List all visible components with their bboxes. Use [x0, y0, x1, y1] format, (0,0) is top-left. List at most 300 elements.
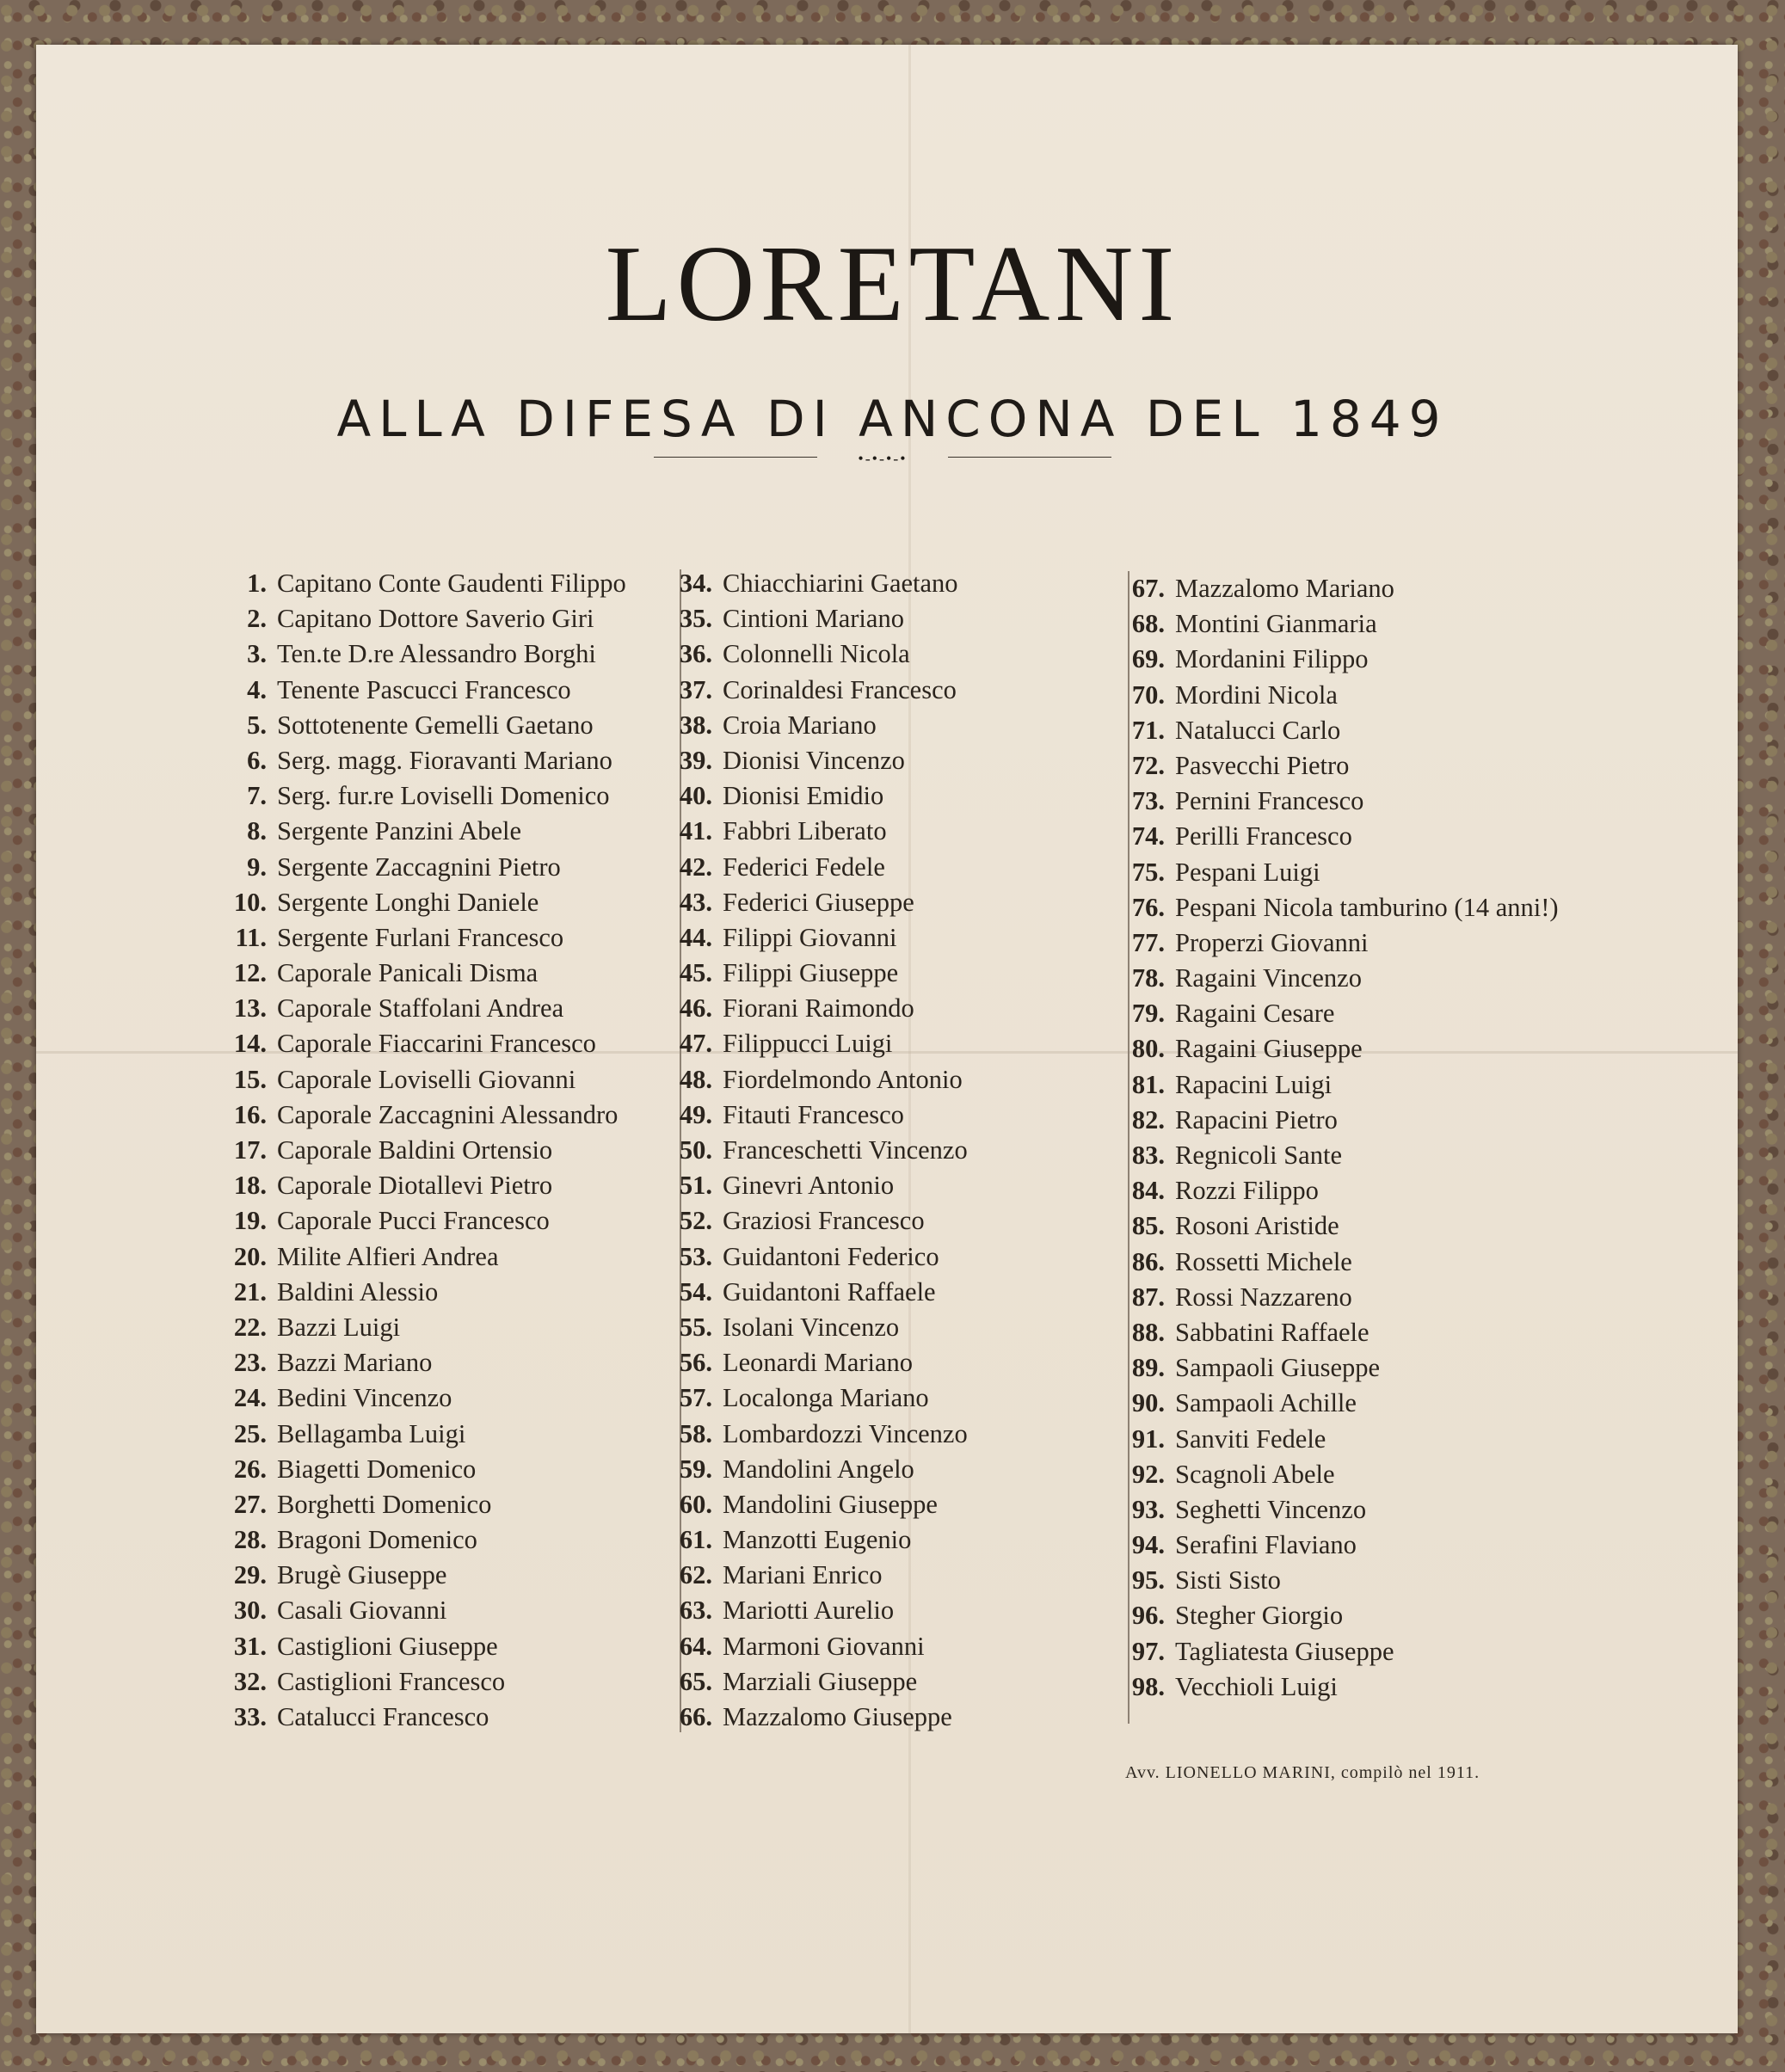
entry-name: Brugè Giuseppe: [277, 1560, 447, 1590]
list-item: [1115, 1103, 1579, 1138]
entry-name: Rapacini Pietro: [1175, 1104, 1338, 1134]
list-item: [212, 1522, 673, 1558]
entry-name: Tagliatesta Giuseppe: [1175, 1636, 1394, 1666]
list-item: [662, 814, 1093, 849]
entry-number: 19.: [233, 1206, 267, 1236]
entry-number: 40.: [679, 781, 712, 811]
list-item: [212, 1629, 673, 1664]
entry-name: Borghetti Domenico: [277, 1489, 492, 1519]
entry-name: Filippucci Luigi: [723, 1029, 893, 1059]
entry-number: 52.: [679, 1206, 712, 1236]
entry-name: Franceschetti Vincenzo: [723, 1135, 968, 1165]
entry-number: 90.: [1131, 1388, 1165, 1418]
entry-name: Capitano Dottore Saverio Giri: [277, 604, 594, 634]
list-item: [1115, 1350, 1579, 1386]
list-item: [1115, 1563, 1579, 1598]
list-item: [1115, 996, 1579, 1031]
list-item: [212, 1275, 673, 1310]
entry-name: Mordini Nicola: [1175, 679, 1338, 710]
entry-name: Colonnelli Nicola: [723, 639, 910, 669]
entry-number: 58.: [679, 1418, 712, 1448]
list-item: [662, 708, 1093, 743]
entry-number: 63.: [679, 1596, 712, 1626]
entry-name: Natalucci Carlo: [1175, 715, 1341, 745]
list-item: [1115, 1067, 1579, 1103]
entry-number: 35.: [679, 604, 712, 634]
list-item: [212, 1593, 673, 1628]
entry-number: 33.: [233, 1702, 267, 1731]
list-item: [662, 1026, 1093, 1061]
entry-number: 60.: [679, 1489, 712, 1519]
entry-number: 1.: [247, 569, 267, 598]
entry-number: 6.: [247, 745, 267, 775]
entry-number: 67.: [1131, 574, 1165, 603]
list-item: [1115, 1280, 1579, 1315]
entry-number: 29.: [233, 1560, 267, 1590]
entry-number: 48.: [679, 1064, 712, 1094]
page-title: LORETANI: [605, 224, 1180, 344]
entry-number: 18.: [233, 1171, 267, 1201]
list-item: [212, 1417, 673, 1452]
entry-name: Caporale Panicali Disma: [277, 958, 539, 988]
entry-name: Fiordelmondo Antonio: [723, 1064, 963, 1094]
entry-name: Rozzi Filippo: [1175, 1176, 1319, 1206]
list-item: [212, 566, 673, 601]
entry-name: Pernini Francesco: [1175, 786, 1364, 816]
entry-name: Milite Alfieri Andrea: [277, 1241, 499, 1271]
entry-number: 59.: [679, 1454, 712, 1484]
list-item: [1115, 1492, 1579, 1528]
entry-name: Catalucci Francesco: [277, 1702, 489, 1731]
list-item: [662, 991, 1093, 1026]
entry-name: Dionisi Emidio: [723, 781, 884, 811]
list-item: [662, 1310, 1093, 1345]
entry-number: 88.: [1131, 1317, 1165, 1347]
list-item: [1115, 1598, 1579, 1633]
entry-number: 78.: [1131, 963, 1165, 993]
entry-name: Fabbri Liberato: [723, 816, 887, 846]
entry-name: Croia Mariano: [723, 710, 877, 740]
names-column-3: [1115, 571, 1579, 1705]
entry-name: Montini Gianmaria: [1175, 609, 1377, 639]
ornament-dots: •-•-•-•: [858, 450, 908, 467]
list-item: [1115, 1173, 1579, 1208]
list-item: [662, 636, 1093, 672]
entry-name: Dionisi Vincenzo: [723, 745, 905, 775]
list-item: [662, 885, 1093, 920]
list-item: [212, 1310, 673, 1345]
entry-name: Rossetti Michele: [1175, 1246, 1352, 1276]
entry-number: 15.: [233, 1064, 267, 1094]
entry-number: 76.: [1131, 892, 1165, 922]
entry-number: 62.: [679, 1560, 712, 1590]
entry-name: Federici Fedele: [723, 852, 885, 882]
entry-name: Ragaini Vincenzo: [1175, 963, 1362, 993]
entry-name: Lombardozzi Vincenzo: [723, 1418, 968, 1448]
entry-name: Bedini Vincenzo: [277, 1383, 452, 1413]
entry-name: Bragoni Domenico: [277, 1525, 477, 1555]
list-item: [662, 1133, 1093, 1168]
entry-number: 95.: [1131, 1565, 1165, 1596]
entry-number: 98.: [1131, 1671, 1165, 1701]
list-item: [662, 1239, 1093, 1275]
entry-name: Marmoni Giovanni: [723, 1631, 925, 1661]
entry-number: 80.: [1131, 1034, 1165, 1064]
divider-line-left: [654, 457, 817, 458]
entry-number: 3.: [247, 639, 267, 669]
entry-name: Rosoni Aristide: [1175, 1211, 1339, 1241]
entry-name: Pespani Luigi: [1175, 857, 1320, 887]
entry-name: Bazzi Luigi: [277, 1312, 401, 1342]
entry-name: Sabbatini Raffaele: [1175, 1317, 1370, 1347]
entry-name: Graziosi Francesco: [723, 1206, 925, 1236]
entry-name: Baldini Alessio: [277, 1276, 439, 1307]
entry-name: Sampaoli Achille: [1175, 1388, 1357, 1418]
compiler-credit: Avv. LIONELLO MARINI, compilò nel 1911.: [1125, 1763, 1480, 1782]
entry-number: 34.: [679, 569, 712, 598]
entry-number: 28.: [233, 1525, 267, 1555]
list-item: [212, 1062, 673, 1097]
entry-number: 72.: [1131, 750, 1165, 780]
entry-number: 7.: [247, 781, 267, 811]
entry-name: Caporale Diotallevi Pietro: [277, 1171, 553, 1201]
entry-name: Isolani Vincenzo: [723, 1312, 900, 1342]
entry-number: 81.: [1131, 1069, 1165, 1099]
list-item: [1115, 1528, 1579, 1563]
entry-number: 20.: [233, 1241, 267, 1271]
entry-number: 30.: [233, 1596, 267, 1626]
entry-number: 26.: [233, 1454, 267, 1484]
entry-number: 23.: [233, 1348, 267, 1378]
entry-number: 83.: [1131, 1141, 1165, 1170]
entry-number: 51.: [679, 1171, 712, 1201]
entry-name: Bazzi Mariano: [277, 1348, 433, 1378]
entry-number: 42.: [679, 852, 712, 882]
list-item: [662, 1558, 1093, 1593]
entry-name: Properzi Giovanni: [1175, 927, 1369, 957]
entry-number: 8.: [247, 816, 267, 846]
entry-name: Caporale Zaccagnini Alessandro: [277, 1099, 619, 1129]
list-item: [212, 1345, 673, 1380]
entry-name: Localonga Mariano: [723, 1383, 929, 1413]
list-item: [662, 1487, 1093, 1522]
entry-name: Sergente Zaccagnini Pietro: [277, 852, 561, 882]
entry-number: 46.: [679, 993, 712, 1024]
entry-number: 79.: [1131, 999, 1165, 1029]
list-item: [1115, 678, 1579, 713]
entry-number: 12.: [233, 958, 267, 988]
entry-number: 2.: [247, 604, 267, 634]
entry-number: 27.: [233, 1489, 267, 1519]
entry-number: 55.: [679, 1312, 712, 1342]
entry-number: 54.: [679, 1276, 712, 1307]
entry-number: 41.: [679, 816, 712, 846]
list-item: [1115, 890, 1579, 925]
entry-number: 32.: [233, 1666, 267, 1696]
entry-name: Guidantoni Raffaele: [723, 1276, 936, 1307]
entry-number: 94.: [1131, 1530, 1165, 1560]
entry-number: 84.: [1131, 1176, 1165, 1206]
entry-name: Sampaoli Giuseppe: [1175, 1353, 1381, 1383]
list-item: [662, 1522, 1093, 1558]
entry-name: Rossi Nazzareno: [1175, 1282, 1352, 1312]
entry-name: Filippi Giovanni: [723, 922, 897, 952]
entry-name: Vecchioli Luigi: [1175, 1671, 1338, 1701]
entry-number: 39.: [679, 745, 712, 775]
entry-number: 66.: [679, 1702, 712, 1731]
entry-name: Fiorani Raimondo: [723, 993, 914, 1024]
list-item: [662, 673, 1093, 708]
entry-number: 43.: [679, 887, 712, 917]
entry-name: Mandolini Angelo: [723, 1454, 914, 1484]
list-item: [662, 1593, 1093, 1628]
list-item: [1115, 1031, 1579, 1067]
list-item: [1115, 1386, 1579, 1421]
entry-number: 25.: [233, 1418, 267, 1448]
entry-name: Serafini Flaviano: [1175, 1530, 1357, 1560]
entry-name: Stegher Giorgio: [1175, 1601, 1344, 1631]
entry-name: Corinaldesi Francesco: [723, 674, 957, 704]
entry-name: Mazzalomo Giuseppe: [723, 1702, 952, 1731]
list-item: [662, 601, 1093, 636]
list-item: [1115, 571, 1579, 606]
entry-name: Caporale Pucci Francesco: [277, 1206, 550, 1236]
list-item: [212, 1664, 673, 1700]
entry-name: Castiglioni Francesco: [277, 1666, 506, 1696]
entry-name: Seghetti Vincenzo: [1175, 1494, 1367, 1524]
list-item: [1115, 1245, 1579, 1280]
entry-number: 31.: [233, 1631, 267, 1661]
list-item: [662, 1275, 1093, 1310]
entry-name: Mordanini Filippo: [1175, 644, 1369, 674]
list-item: [212, 1487, 673, 1522]
entry-name: Sergente Longhi Daniele: [277, 887, 539, 917]
list-item: [662, 1700, 1093, 1735]
entry-number: 73.: [1131, 786, 1165, 816]
list-item: [662, 1168, 1093, 1203]
entry-number: 65.: [679, 1666, 712, 1696]
names-column-1: [212, 566, 673, 1735]
entry-name: Tenente Pascucci Francesco: [277, 674, 571, 704]
divider-line-right: [948, 457, 1111, 458]
list-item: [212, 991, 673, 1026]
list-item: [662, 1629, 1093, 1664]
list-item: [212, 1168, 673, 1203]
list-item: [1115, 606, 1579, 642]
entry-number: 16.: [233, 1099, 267, 1129]
list-item: [212, 1558, 673, 1593]
entry-name: Sergente Furlani Francesco: [277, 922, 564, 952]
entry-number: 75.: [1131, 857, 1165, 887]
entry-name: Fitauti Francesco: [723, 1099, 904, 1129]
entry-name: Serg. fur.re Loviselli Domenico: [277, 781, 610, 811]
entry-number: 85.: [1131, 1211, 1165, 1241]
list-item: [212, 601, 673, 636]
list-item: [662, 1062, 1093, 1097]
list-item: [212, 920, 673, 956]
entry-name: Guidantoni Federico: [723, 1241, 939, 1271]
list-item: [1115, 748, 1579, 784]
entry-name: Sisti Sisto: [1175, 1565, 1281, 1596]
entry-name: Ragaini Giuseppe: [1175, 1034, 1363, 1064]
entry-number: 22.: [233, 1312, 267, 1342]
entry-number: 82.: [1131, 1104, 1165, 1134]
entry-name: Perilli Francesco: [1175, 821, 1352, 852]
entry-name: Mariani Enrico: [723, 1560, 883, 1590]
entry-number: 53.: [679, 1241, 712, 1271]
entry-number: 71.: [1131, 715, 1165, 745]
entry-number: 50.: [679, 1135, 712, 1165]
entry-name: Caporale Fiaccarini Francesco: [277, 1029, 596, 1059]
entry-number: 10.: [233, 887, 267, 917]
list-item: [1115, 925, 1579, 961]
entry-name: Pasvecchi Pietro: [1175, 750, 1350, 780]
entry-name: Mandolini Giuseppe: [723, 1489, 938, 1519]
list-item: [212, 956, 673, 991]
entry-number: 13.: [233, 993, 267, 1024]
list-item: [212, 1452, 673, 1487]
list-item: [212, 1700, 673, 1735]
entry-name: Cintioni Mariano: [723, 604, 904, 634]
entry-name: Scagnoli Abele: [1175, 1459, 1335, 1489]
entry-number: 86.: [1131, 1246, 1165, 1276]
entry-name: Caporale Loviselli Giovanni: [277, 1064, 576, 1094]
entry-name: Manzotti Eugenio: [723, 1525, 912, 1555]
entry-name: Rapacini Luigi: [1175, 1069, 1333, 1099]
entry-name: Castiglioni Giuseppe: [277, 1631, 498, 1661]
list-item: [1115, 855, 1579, 890]
list-item: [212, 1239, 673, 1275]
names-column-2: [662, 566, 1093, 1735]
list-item: [212, 850, 673, 885]
list-item: [212, 1026, 673, 1061]
entry-number: 74.: [1131, 821, 1165, 852]
entry-number: 5.: [247, 710, 267, 740]
entry-name: Casali Giovanni: [277, 1596, 447, 1626]
entry-name: Leonardi Mariano: [723, 1348, 914, 1378]
list-item: [662, 850, 1093, 885]
list-item: [212, 743, 673, 778]
list-item: [212, 814, 673, 849]
list-item: [662, 1664, 1093, 1700]
entry-name: Mazzalomo Mariano: [1175, 574, 1394, 603]
entry-number: 4.: [247, 674, 267, 704]
list-item: [662, 920, 1093, 956]
entry-name: Pespani Nicola tamburino (14 anni!): [1175, 892, 1559, 922]
entry-name: Biagetti Domenico: [277, 1454, 477, 1484]
entry-number: 77.: [1131, 927, 1165, 957]
entry-name: Chiacchiarini Gaetano: [723, 569, 958, 598]
entry-number: 11.: [235, 922, 267, 952]
list-item: [662, 566, 1093, 601]
ornament-divider: [654, 449, 1111, 466]
list-item: [212, 1133, 673, 1168]
list-item: [1115, 1669, 1579, 1705]
list-item: [212, 636, 673, 672]
list-item: [1115, 784, 1579, 819]
list-item: [662, 743, 1093, 778]
list-item: [212, 885, 673, 920]
entry-number: 61.: [679, 1525, 712, 1555]
entry-number: 45.: [679, 958, 712, 988]
list-item: [662, 1097, 1093, 1133]
list-item: [662, 956, 1093, 991]
entry-number: 38.: [679, 710, 712, 740]
entry-number: 44.: [679, 922, 712, 952]
entry-name: Sergente Panzini Abele: [277, 816, 522, 846]
list-item: [1115, 1422, 1579, 1457]
list-item: [662, 1417, 1093, 1452]
list-item: [662, 1452, 1093, 1487]
entry-number: 14.: [233, 1029, 267, 1059]
entry-number: 36.: [679, 639, 712, 669]
list-item: [662, 1380, 1093, 1416]
list-item: [1115, 642, 1579, 677]
list-item: [662, 1203, 1093, 1239]
page-subtitle: ALLA DIFESA DI ANCONA DEL 1849: [336, 390, 1449, 448]
entry-number: 21.: [233, 1276, 267, 1307]
list-item: [662, 1345, 1093, 1380]
entry-name: Bellagamba Luigi: [277, 1418, 466, 1448]
list-item: [1115, 1634, 1579, 1669]
entry-number: 68.: [1131, 609, 1165, 639]
entry-number: 70.: [1131, 679, 1165, 710]
entry-name: Sottotenente Gemelli Gaetano: [277, 710, 594, 740]
entry-name: Capitano Conte Gaudenti Filippo: [277, 569, 626, 598]
entry-number: 9.: [247, 852, 267, 882]
entry-name: Filippi Giuseppe: [723, 958, 899, 988]
entry-number: 96.: [1131, 1601, 1165, 1631]
list-item: [212, 1380, 673, 1416]
list-item: [1115, 713, 1579, 748]
entry-number: 56.: [679, 1348, 712, 1378]
entry-number: 24.: [233, 1383, 267, 1413]
list-item: [1115, 1138, 1579, 1173]
entry-name: Marziali Giuseppe: [723, 1666, 918, 1696]
entry-name: Caporale Baldini Ortensio: [277, 1135, 553, 1165]
entry-number: 91.: [1131, 1423, 1165, 1454]
entry-name: Ginevri Antonio: [723, 1171, 895, 1201]
entry-number: 92.: [1131, 1459, 1165, 1489]
entry-number: 69.: [1131, 644, 1165, 674]
list-item: [212, 1203, 673, 1239]
list-item: [212, 708, 673, 743]
list-item: [1115, 961, 1579, 996]
entry-name: Serg. magg. Fioravanti Mariano: [277, 745, 612, 775]
entry-name: Ragaini Cesare: [1175, 999, 1335, 1029]
list-item: [212, 1097, 673, 1133]
entry-number: 17.: [233, 1135, 267, 1165]
list-item: [1115, 1457, 1579, 1492]
entry-name: Federici Giuseppe: [723, 887, 914, 917]
list-item: [212, 778, 673, 814]
list-item: [1115, 1315, 1579, 1350]
entry-number: 47.: [679, 1029, 712, 1059]
entry-number: 93.: [1131, 1494, 1165, 1524]
entry-number: 97.: [1131, 1636, 1165, 1666]
entry-number: 37.: [679, 674, 712, 704]
entry-name: Mariotti Aurelio: [723, 1596, 895, 1626]
entry-number: 64.: [679, 1631, 712, 1661]
entry-name: Regnicoli Sante: [1175, 1141, 1342, 1170]
entry-number: 89.: [1131, 1353, 1165, 1383]
list-item: [1115, 1208, 1579, 1244]
entry-number: 49.: [679, 1099, 712, 1129]
entry-name: Sanviti Fedele: [1175, 1423, 1326, 1454]
list-item: [212, 673, 673, 708]
entry-name: Caporale Staffolani Andrea: [277, 993, 564, 1024]
entry-number: 57.: [679, 1383, 712, 1413]
